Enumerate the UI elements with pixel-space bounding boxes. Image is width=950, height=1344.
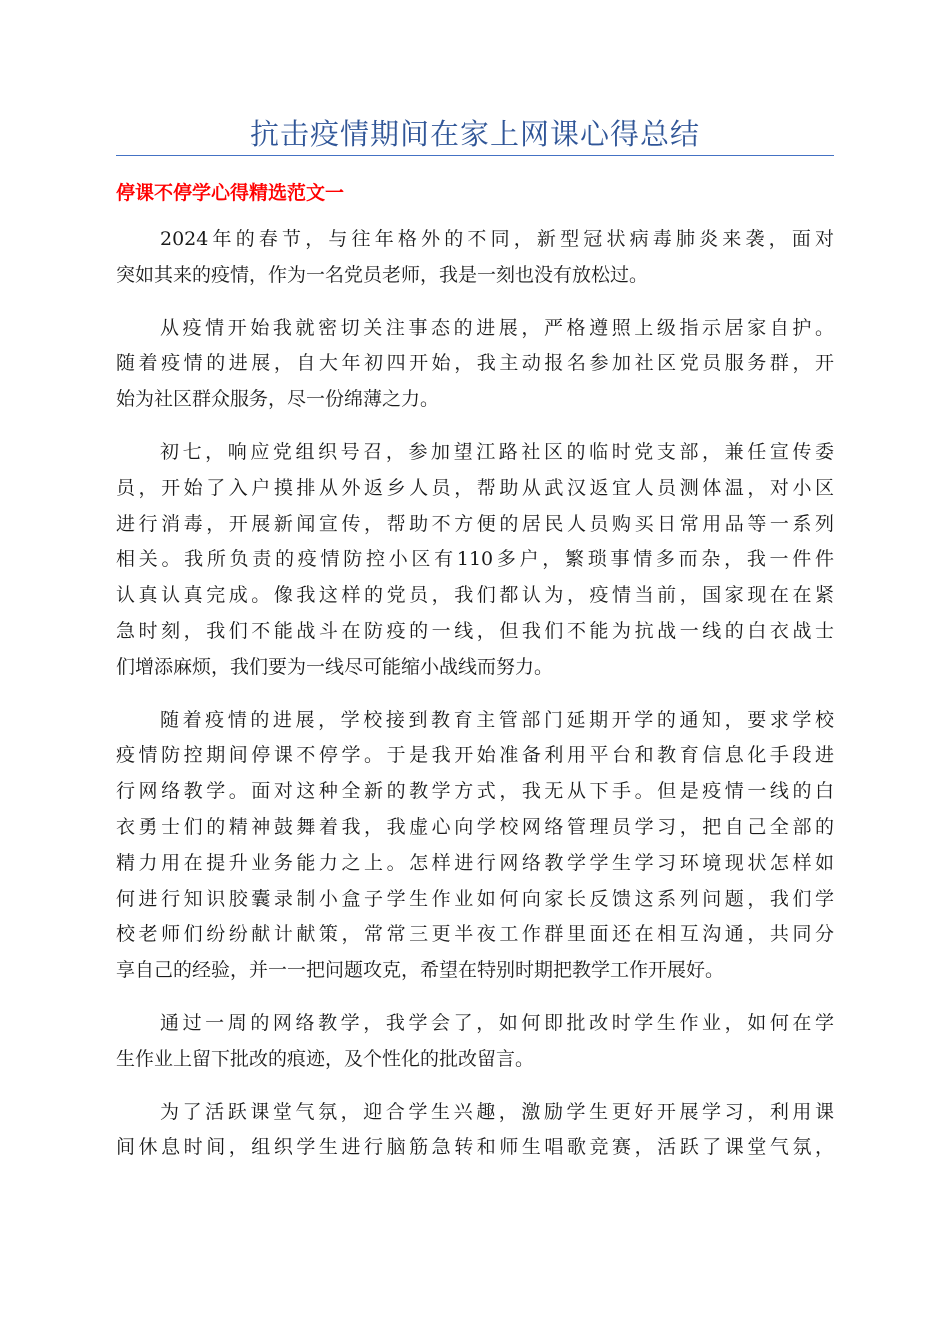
text-line: 2024年的春节，与往年格外的不同，新型冠状病毒肺炎来袭，面对 bbox=[160, 228, 834, 250]
text-line: 生作业上留下批改的痕迹，及个性化的批改留言。 bbox=[116, 1047, 535, 1070]
text-line: 初七，响应党组织号召，参加望江路社区的临时党支部，兼任宣传委 bbox=[160, 440, 834, 463]
paragraph bbox=[116, 1006, 834, 1078]
text-line: 们增添麻烦，我们要为一线尽可能缩小战线而努力。 bbox=[116, 655, 554, 678]
text-line: 何进行知识胶囊录制小盒子学生作业如何向家长反馈这系列问题，我们学 bbox=[116, 887, 834, 910]
text-line: 校老师们纷纷献计献策，常常三更半夜工作群里面还在相互沟通，共同分 bbox=[116, 923, 834, 946]
paragraph bbox=[116, 703, 834, 989]
text-line: 通过一周的网络教学，我学会了，如何即批改时学生作业，如何在学 bbox=[160, 1011, 834, 1034]
document-title: 抗击疫情期间在家上网课心得总结 bbox=[249, 117, 700, 151]
text-line: 始为社区群众服务，尽一份绵薄之力。 bbox=[116, 388, 440, 411]
text-line: 随着疫情的进展，学校接到教育主管部门延期开学的通知，要求学校 bbox=[160, 708, 834, 731]
text-line: 享自己的经验，并一一把问题攻克，希望在特别时期把教学工作开展好。 bbox=[116, 959, 725, 982]
text-line: 急时刻，我们不能战斗在防疫的一线，但我们不能为抗战一线的白衣战士 bbox=[116, 619, 834, 642]
text-line: 精力用在提升业务能力之上。怎样进行网络教学学生学习环境现状怎样如 bbox=[116, 851, 834, 874]
document-body bbox=[116, 222, 834, 1183]
text-line: 为了活跃课堂气氛，迎合学生兴趣，激励学生更好开展学习，利用课 bbox=[160, 1100, 834, 1123]
text-line: 随着疫情的进展，自大年初四开始，我主动报名参加社区党员服务群，开 bbox=[116, 352, 834, 375]
section-heading: 停课不停学心得精选范文一 bbox=[116, 182, 345, 204]
text-line: 从疫情开始我就密切关注事态的进展，严格遵照上级指示居家自护。 bbox=[160, 316, 834, 339]
paragraph bbox=[116, 222, 834, 294]
text-line: 行网络教学。面对这种全新的教学方式，我无从下手。但是疫情一线的白 bbox=[116, 780, 834, 803]
paragraph bbox=[116, 311, 834, 418]
text-line: 员，开始了入户摸排从外返乡人员，帮助从武汉返宜人员测体温，对小区 bbox=[116, 476, 834, 499]
paragraph bbox=[116, 435, 834, 686]
text-line: 衣勇士们的精神鼓舞着我，我虚心向学校网络管理员学习，把自己全部的 bbox=[116, 815, 834, 838]
text-line: 间休息时间，组织学生进行脑筋急转和师生唱歌竞赛，活跃了课堂气氛， bbox=[116, 1136, 834, 1159]
text-line: 突如其来的疫情，作为一名党员老师，我是一刻也没有放松过。 bbox=[116, 263, 649, 286]
text-line: 相关。我所负责的疫情防控小区有110多户，繁琐事情多而杂，我一件件 bbox=[116, 548, 834, 571]
title-underline bbox=[116, 155, 834, 156]
text-line: 进行消毒，开展新闻宣传，帮助不方便的居民人员购买日常用品等一系列 bbox=[116, 512, 834, 535]
text-line: 认真认真完成。像我这样的党员，我们都认为，疫情当前，国家现在在紧 bbox=[116, 584, 834, 607]
paragraph bbox=[116, 1095, 834, 1167]
text-line: 疫情防控期间停课不停学。于是我开始准备利用平台和教育信息化手段进 bbox=[116, 744, 834, 767]
